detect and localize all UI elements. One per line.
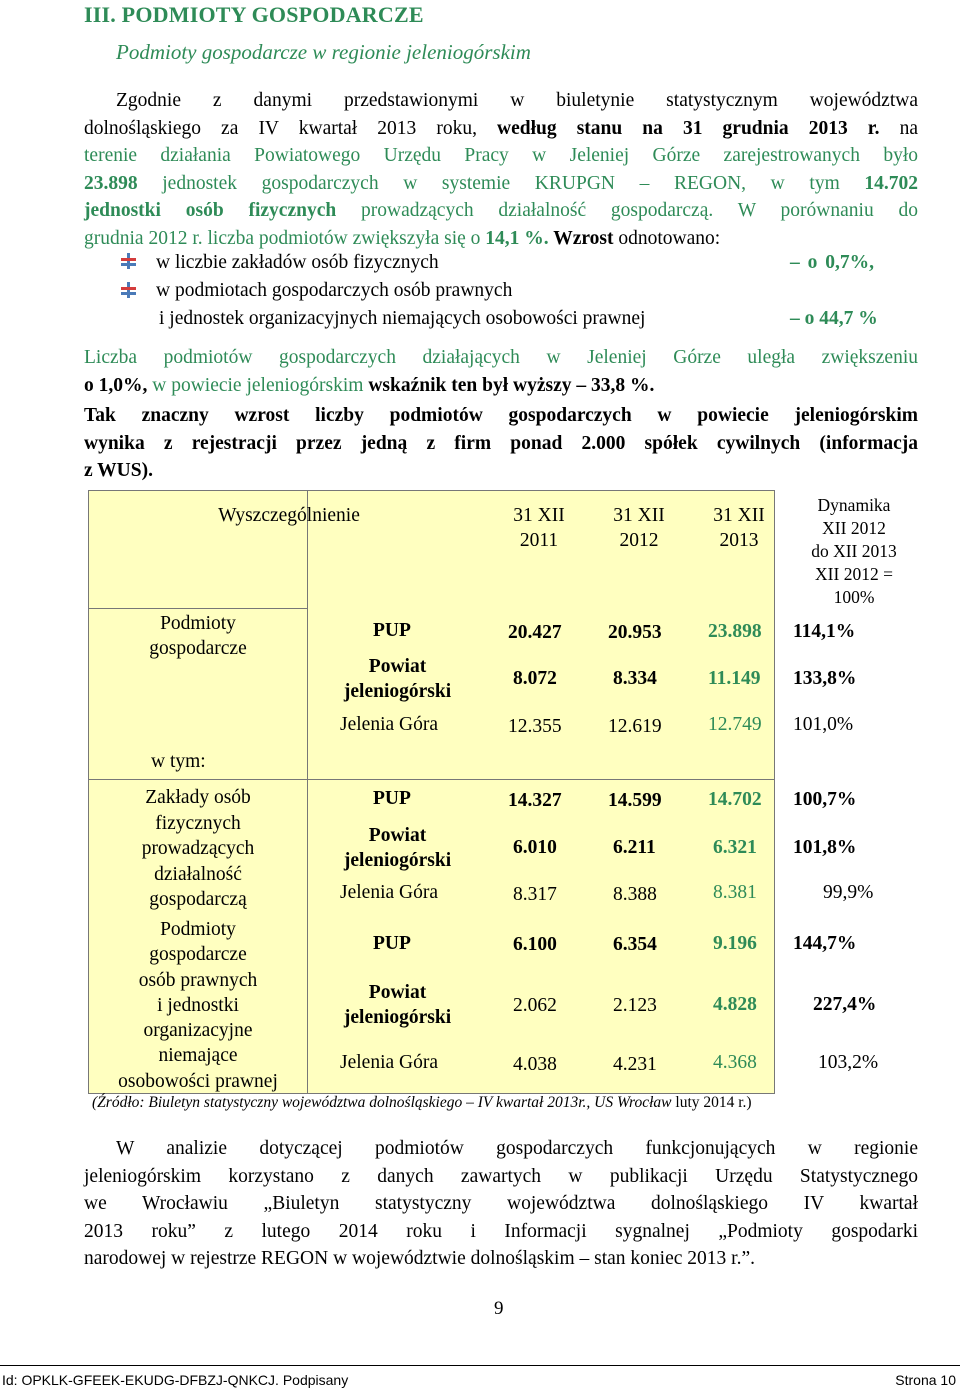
city-text: w powiecie jeleniogórskim (147, 374, 369, 396)
group-label-text: gospodarczą (149, 889, 247, 910)
group-label-text: fizycznych (155, 812, 241, 834)
group-label-text: działalność (154, 863, 242, 885)
row-region-text: jeleniogórski (343, 1007, 452, 1028)
bullet-1-text: w liczbie zakładów osób fizycznych (156, 252, 439, 273)
row-dynamics: 99,9% (823, 882, 874, 903)
header-dynamics (779, 494, 929, 609)
intro-paragraph (84, 87, 918, 252)
row-region (330, 823, 465, 873)
intro-text: na (879, 117, 919, 139)
bullet-2-text-cont: i jednostek organizacyjnych niemających osobowości prawnej (159, 308, 646, 329)
row-region: Jelenia Góra (340, 714, 438, 735)
intro-text: prowadzących działalność gospodarczą. W porównaniu do (336, 200, 918, 221)
intro-line-6 (84, 225, 918, 253)
group-label-text: prowadzących (141, 838, 255, 859)
intro-line-5 (84, 197, 918, 225)
row-region-text: Powiat (368, 825, 427, 846)
analysis-line-5: narodowej w rejestrze REGON w województwie dolnośląskim – stan koniec 2013 r.”. (84, 1248, 755, 1269)
row-value-2011: 8.072 (513, 668, 557, 689)
row-region-text: Powiat (368, 656, 427, 677)
row-dynamics: 227,4% (813, 994, 877, 1015)
header-text: 31 XII (513, 505, 565, 526)
intro-line-4 (84, 170, 918, 198)
row-dynamics: 114,1% (793, 621, 856, 642)
row-value-2011: 6.100 (513, 934, 557, 955)
header-2011 (489, 503, 589, 553)
header-text: 31 XII (613, 505, 665, 526)
row-value-2013: 8.381 (713, 882, 757, 903)
row-value-2011: 6.010 (513, 837, 557, 858)
group-label-text: Podmioty (160, 919, 236, 940)
row-dynamics: 144,7% (793, 933, 857, 954)
source-text: IV kwartał 2013r., US Wrocław (477, 1094, 672, 1111)
group-label-text: osób prawnych (138, 969, 258, 991)
row-region: PUP (373, 933, 411, 954)
intro-text: dolnośląskiego za IV kwartał 2013 roku, (84, 117, 498, 139)
row-region: Jelenia Góra (340, 882, 438, 903)
intro-text: jednostek gospodarczych w systemie KRUPGN – REGON, w tym (137, 172, 865, 194)
row-region: PUP (373, 620, 411, 641)
row-value-2012: 14.599 (608, 790, 662, 811)
header-2013 (689, 503, 789, 553)
row-value-2011: 8.317 (513, 884, 557, 905)
city-growth-value: o 1,0%, (84, 374, 148, 396)
total-units-value: 23.898 (84, 172, 138, 194)
row-value-2013: 4.828 (713, 994, 757, 1015)
row-value-2012: 8.388 (613, 884, 657, 905)
city-line-1: Liczba podmiotów gospodarczych działających w Jeleniej Górze uległa zwiększeniu (84, 347, 918, 368)
natural-persons-value: 14.702 (864, 172, 918, 194)
group-label-text: organizacyjne (143, 1020, 253, 1042)
group-label-text: Zakłady osób (145, 787, 251, 808)
row-value-2013: 11.149 (708, 668, 761, 689)
header-text: XII 2012 = (815, 564, 893, 584)
row-region-text: jeleniogórski (343, 850, 452, 871)
source-text: luty 2014 r.) (671, 1094, 752, 1111)
page-number: 9 (494, 1298, 504, 1319)
header-text: 2011 (519, 530, 559, 551)
row-dynamics: 101,0% (793, 714, 854, 735)
group-label-legal (89, 917, 307, 1094)
intro-text: odnotowano: (613, 227, 721, 249)
row-value-2013: 12.749 (708, 714, 762, 735)
row-dynamics: 101,8% (793, 837, 857, 858)
row-value-2011: 12.355 (508, 716, 562, 737)
analysis-line-1: W analizie dotyczącej podmiotów gospodarczych funkcjonujących w regionie (116, 1138, 918, 1159)
footer-document-id: Id: OPKLK-GFEEK-EKUDG-DFBZJ-QNKCJ. Podpisany (2, 1372, 349, 1388)
row-region-text: Powiat (368, 982, 427, 1003)
footer-divider (0, 1365, 960, 1366)
row-value-2011: 14.327 (508, 790, 562, 811)
note-line-1: Tak znaczny wzrost liczby podmiotów gospodarczych w powiecie jeleniogórskim (84, 405, 918, 426)
note-paragraph (84, 402, 918, 485)
note-line-2: wynika z rejestracji przez jedną z firm ponad 2.000 spółek cywilnych (informacja (84, 432, 918, 454)
intro-text-bold: jednostki osób fizycznych (84, 200, 337, 221)
row-value-2013: 23.898 (708, 621, 762, 642)
intro-text: grudnia 2012 r. liczba podmiotów zwiększyła się o (84, 227, 486, 249)
row-value-2013: 14.702 (708, 789, 762, 810)
row-value-2011: 20.427 (508, 622, 562, 643)
group-label-text: gospodarcze (149, 638, 247, 659)
row-value-2012: 2.123 (613, 995, 657, 1016)
group-label-all (89, 611, 307, 661)
row-region (330, 980, 465, 1030)
city-paragraph (84, 344, 918, 399)
header-text: 2013 (719, 530, 759, 551)
row-value-2011: 2.062 (513, 995, 557, 1016)
row-region-text: jeleniogórski (343, 681, 452, 702)
intro-line-3: terenie działania Powiatowego Urzędu Pracy w Jeleniej Górze zarejestrowanych było (84, 145, 918, 166)
row-region: Jelenia Góra (340, 1052, 438, 1073)
row-value-2012: 6.211 (613, 837, 656, 858)
row-value-2012: 12.619 (608, 716, 662, 737)
intro-text-bold: Wzrost (548, 227, 614, 249)
section-subtitle: Podmioty gospodarcze w regionie jeleniogórskim (116, 40, 531, 64)
row-dynamics: 100,7% (793, 789, 857, 810)
analysis-line-3: we Wrocławiu „Biuletyn statystyczny województwa dolnośląskiego IV kwartał (84, 1193, 918, 1214)
header-text: do XII 2013 (811, 541, 897, 561)
intro-line-1: Zgodnie z danymi przedstawionymi w biuletynie statystycznym województwa (116, 90, 918, 111)
growth-value: 14,1 %. (485, 227, 549, 249)
row-value-2012: 20.953 (608, 622, 662, 643)
header-2012 (589, 503, 689, 553)
analysis-paragraph (84, 1135, 918, 1273)
footer-page-label: Strona 10 (895, 1372, 956, 1388)
header-text: 2012 (619, 530, 659, 551)
bullet-icon (121, 253, 136, 269)
row-value-2012: 4.231 (613, 1054, 657, 1075)
bullet-2-text: w podmiotach gospodarczych osób prawnych (156, 280, 513, 301)
note-line-3: z WUS). (84, 460, 153, 481)
header-label: Wyszczególnienie (218, 505, 360, 526)
analysis-line-4: 2013 roku” z lutego 2014 roku i Informacji sygnalnej „Podmioty gospodarki (84, 1220, 918, 1242)
row-value-2013: 6.321 (713, 837, 757, 858)
row-region (330, 654, 465, 704)
row-value-2013: 9.196 (713, 933, 757, 954)
section-heading: III. PODMIOTY GOSPODARCZE (84, 2, 424, 27)
row-dynamics: 103,2% (818, 1052, 879, 1073)
group-label-natural (89, 785, 307, 913)
group-label-text: i jednostki (157, 994, 239, 1016)
table-source (92, 1094, 752, 1112)
group-label-text: niemające (158, 1045, 238, 1067)
group-label-text: osobowości prawnej (118, 1070, 278, 1092)
intro-line-2 (84, 115, 918, 143)
row-value-2011: 4.038 (513, 1054, 557, 1075)
header-text: XII 2012 (822, 518, 886, 538)
row-value-2012: 6.354 (613, 934, 657, 955)
header-text: 31 XII (713, 505, 765, 526)
w-tym-label: w tym: (151, 751, 206, 772)
header-text: 100% (833, 587, 875, 607)
county-growth-value: wskaźnik ten był wyższy – 33,8 %. (368, 374, 655, 396)
header-text: Dynamika (817, 495, 891, 515)
bullet-2-value: – o 44,7 % (790, 308, 878, 329)
row-region: PUP (373, 788, 411, 809)
bullet-1-value: – o 0,7%, (790, 252, 874, 273)
row-value-2013: 4.368 (713, 1052, 757, 1073)
group-label-text: gospodarcze (149, 944, 247, 966)
analysis-line-2: jeleniogórskim korzystano z danych zawartych w publikacji Urzędu Statystycznego (84, 1165, 918, 1187)
source-text: (Źródło: Biuletyn statystyczny województwa dolnośląskiego – (92, 1094, 478, 1111)
group-label-text: Podmioty (160, 613, 236, 634)
intro-date-emphasis: według stanu na 31 grudnia 2013 r. (497, 117, 880, 139)
bullet-icon (121, 282, 136, 298)
city-line-2 (84, 372, 918, 400)
row-value-2012: 8.334 (613, 668, 657, 689)
row-dynamics: 133,8% (793, 668, 857, 689)
